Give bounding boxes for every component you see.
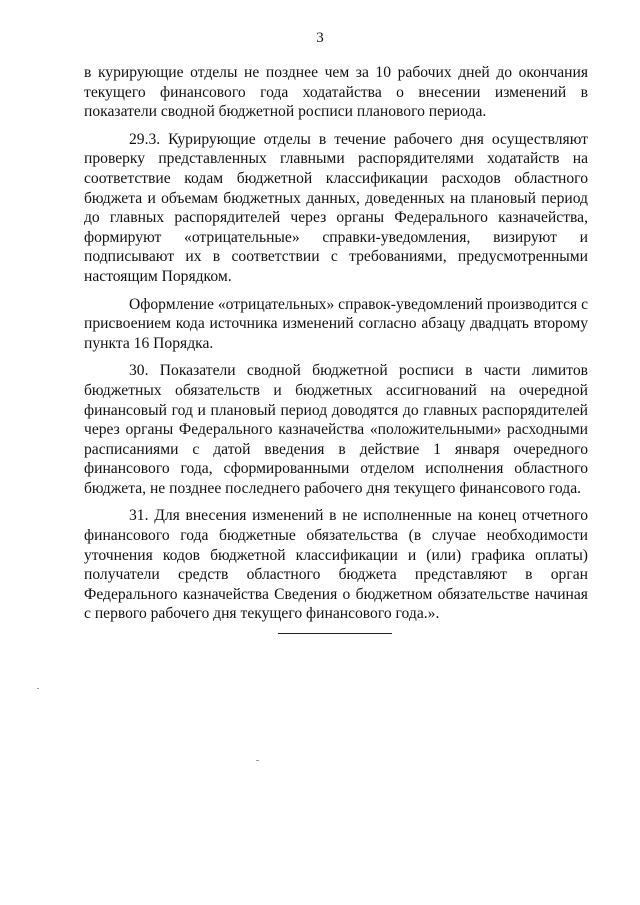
paragraph-30: 30. Показатели сводной бюджетной росписи в части лимитов бюджетных обязательств и бюджетных ассигнований на очередной финансовый год и плановый период доводятся до главных распорядителей через органы Федерального казначейства «положительными» расходными расписаниями с датой введения в действие 1 января очередного финансового года, сформированными отделом исполнения областного бюджета, не позднее последнего рабочего дня текущего финансового года. — [84, 362, 588, 497]
scan-speck — [37, 688, 39, 689]
end-of-text-rule — [278, 633, 392, 634]
paragraph-29-3: 29.3. Курирующие отделы в течение рабочего дня осуществляют проверку представленных главными распорядителями ходатайств на соответствие кодам бюджетной классификации расходов областного бюджета и объемам бюджетных данных, доведенных на плановый период до главных распорядителей через органы Федерального казначейства, формируют «отрицательные» справки-уведомления, визируют и подписывают их в соответствии с требованиями, предусмотренными настоящим Порядком. — [84, 130, 588, 285]
paragraph-31: 31. Для внесения изменений в не исполненные на конец отчетного финансового года бюджетные обязательства (в случае необходимости уточнения кодов бюджетной классификации и (или) графика оплаты) получатели средств областного бюджета представляют в орган Федерального казначейства Сведения о бюджетном обязательстве начиная с первого рабочего дня текущего финансового года.». — [84, 507, 588, 623]
page-number: 3 — [316, 30, 324, 46]
paragraph-negative-notices: Оформление «отрицательных» справок-уведомлений производится с присвоением кода источника изменений согласно абзацу двадцать второму пункта 16 Порядка. — [84, 295, 588, 352]
document-body — [84, 63, 588, 624]
scan-speck — [256, 760, 259, 761]
paragraph-continuation: в курирующие отделы не позднее чем за 10 рабочих дней до окончания текущего финансового года ходатайства о внесении изменений в показатели сводной бюджетной росписи планового периода. — [84, 64, 588, 121]
